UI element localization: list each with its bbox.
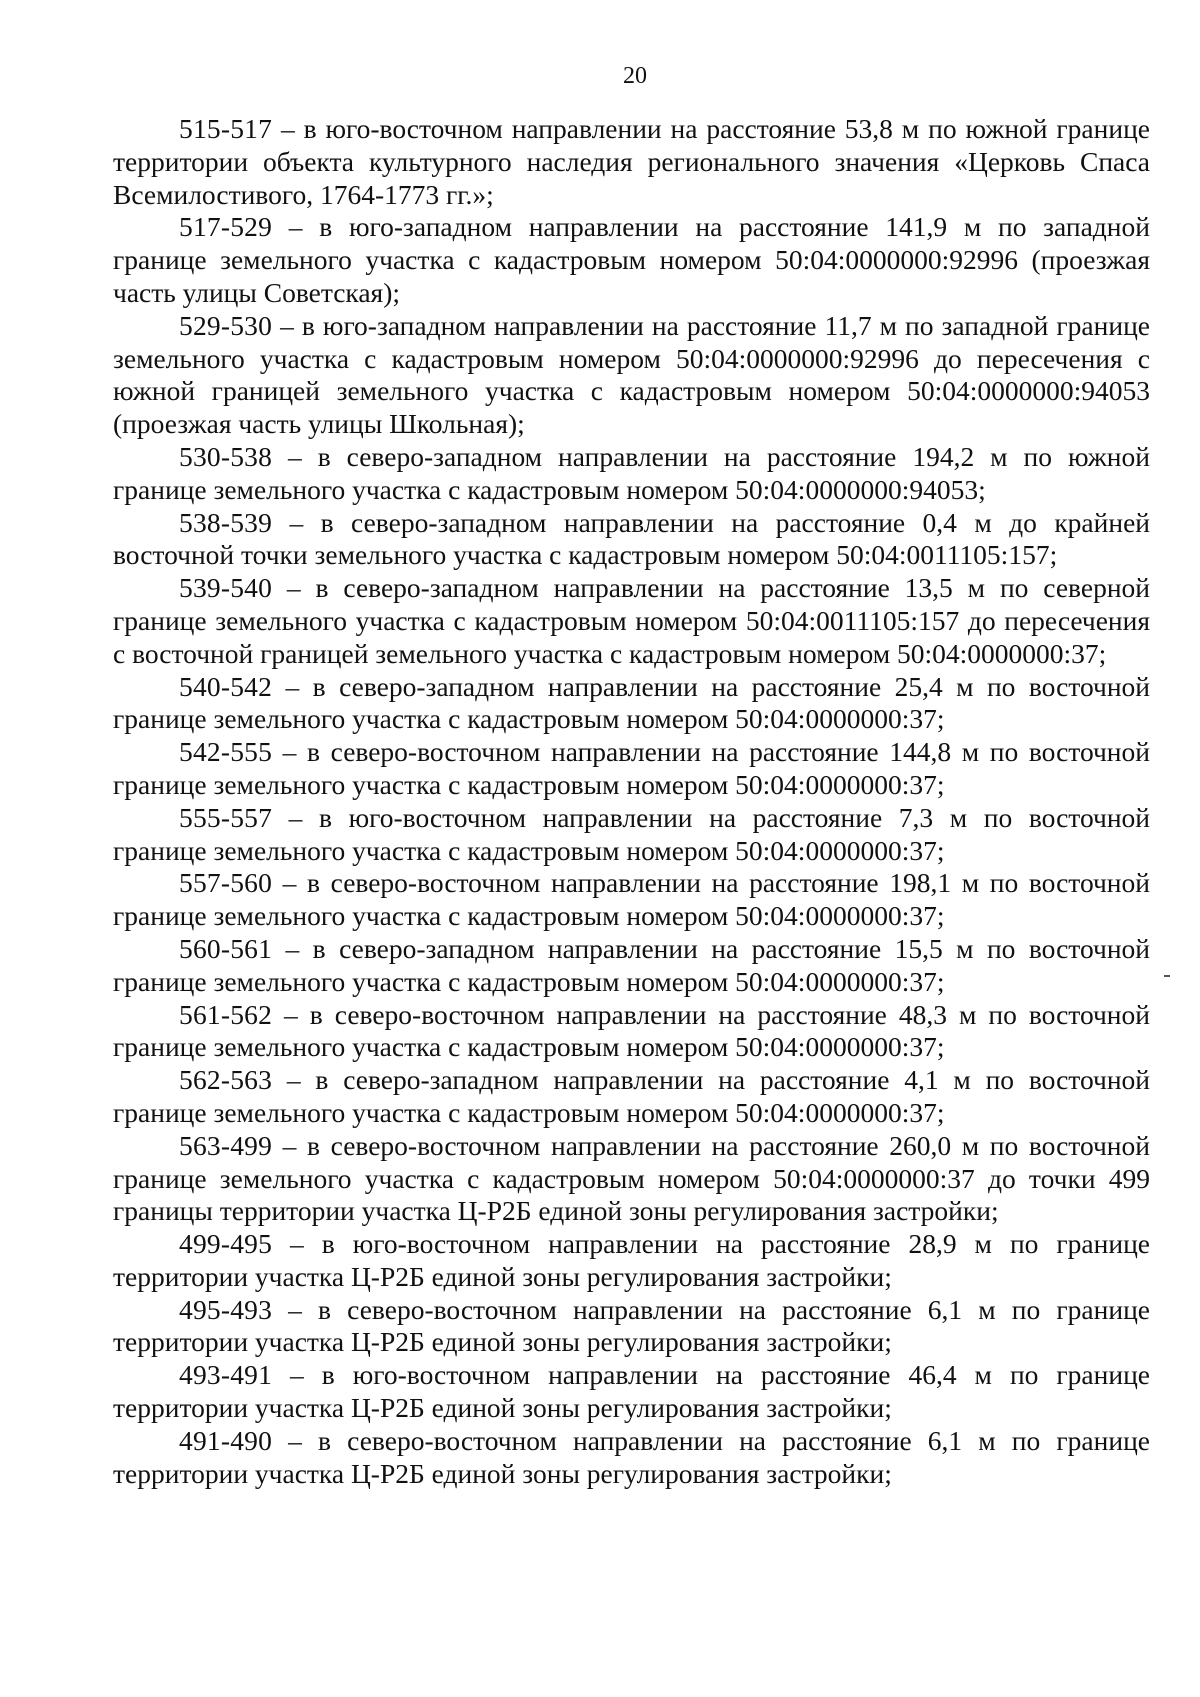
segment-text: – в северо-восточном направлении на расстояние 6,1 м по границе территории участка Ц-Р2Б единой зоны регулирования застройки; bbox=[113, 1293, 1150, 1358]
segment-label: 538-539 bbox=[179, 506, 273, 538]
segment-text: – в северо-западном направлении на расстояние 15,5 м по восточной границе земельного участка с кадастровым номером 50:04:0000000:37; bbox=[113, 932, 1150, 997]
segment-text: – в юго-восточном направлении на расстояние 53,8 м по южной границе территории объекта культурного наследия регионального значения «Церковь Спаса Всемилостивого, 1764-1773 гг.»; bbox=[113, 113, 1150, 210]
boundary-segment-paragraph bbox=[113, 671, 1150, 737]
boundary-segment-paragraph bbox=[113, 1359, 1150, 1425]
segment-label: 517-529 bbox=[179, 211, 273, 243]
segment-text: – в северо-западном направлении на расстояние 4,1 м по восточной границе земельного участка с кадастровым номером 50:04:0000000:37; bbox=[113, 1064, 1150, 1128]
segment-text: – в юго-восточном направлении на расстояние 46,4 м по границе территории участка Ц-Р2Б единой зоны регулирования застройки; bbox=[113, 1359, 1150, 1424]
segment-label: 529-530 bbox=[179, 309, 273, 341]
boundary-segment-paragraph bbox=[113, 507, 1150, 573]
boundary-segment-paragraph bbox=[113, 1425, 1150, 1491]
boundary-segment-paragraph bbox=[113, 441, 1150, 507]
segment-label: 530-538 bbox=[179, 440, 273, 472]
segment-label: 542-555 bbox=[179, 736, 273, 768]
boundary-segment-paragraph bbox=[113, 867, 1150, 933]
boundary-segment-paragraph bbox=[113, 736, 1150, 802]
segment-text: – в юго-восточном направлении на расстояние 7,3 м по восточной границе земельного участка с кадастровым номером 50:04:0000000:37; bbox=[113, 801, 1150, 866]
segment-label: 493-491 bbox=[179, 1359, 273, 1391]
segment-text: – в юго-западном направлении на расстояние 11,7 м по западной границе земельного участка с кадастровым номером 50:04:0000000:92996 до пересечения с южной границей земельного участка с кадастровым номером 50:04:0000000:94053 (проезжая часть улицы Школьная); bbox=[113, 309, 1150, 440]
boundary-segment-paragraph bbox=[113, 113, 1150, 211]
segment-text: – в северо-западном направлении на расстояние 0,4 м до крайней восточной точки земельного участка с кадастровым номером 50:04:0011105:157; bbox=[113, 506, 1150, 571]
boundary-segment-paragraph bbox=[113, 933, 1150, 999]
boundary-segment-paragraph bbox=[113, 1064, 1150, 1130]
segment-text: – в северо-восточном направлении на расстояние 6,1 м по границе территории участка Ц-Р2Б единой зоны регулирования застройки; bbox=[113, 1424, 1150, 1489]
boundary-segment-paragraph bbox=[113, 802, 1150, 868]
boundary-segment-paragraph bbox=[113, 1130, 1150, 1228]
segment-label: 562-563 bbox=[179, 1064, 273, 1096]
page-number: 20 bbox=[623, 63, 647, 89]
segment-label: 561-562 bbox=[179, 998, 273, 1030]
segment-label: 491-490 bbox=[179, 1424, 273, 1456]
segment-label: 499-495 bbox=[179, 1228, 273, 1260]
segment-text: – в юго-западном направлении на расстояние 141,9 м по западной границе земельного участка с кадастровым номером 50:04:0000000:92996 (проезжая часть улицы Советская); bbox=[113, 211, 1150, 308]
boundary-segment-paragraph bbox=[113, 1228, 1150, 1294]
segment-label: 557-560 bbox=[179, 867, 273, 899]
segment-text: – в северо-восточном направлении на расстояние 144,8 м по восточной границе земельного участка с кадастровым номером 50:04:0000000:37; bbox=[113, 736, 1150, 800]
boundary-description bbox=[113, 113, 1150, 1490]
scan-artifact bbox=[1164, 975, 1170, 977]
segment-label: 539-540 bbox=[179, 572, 273, 604]
boundary-segment-paragraph bbox=[113, 572, 1150, 670]
segment-text: – в северо-восточном направлении на расстояние 260,0 м по восточной границе земельного участка с кадастровым номером 50:04:0000000:37 до точки 499 границы территории участка Ц-Р2Б единой зоны регулирования застройки; bbox=[113, 1129, 1150, 1227]
segment-text: – в северо-западном направлении на расстояние 13,5 м по северной границе земельного участка с кадастровым номером 50:04:0011105:157 до пересечения с восточной границей земельного участка с кадастровым номером 50:04:0000000:37; bbox=[113, 572, 1150, 669]
segment-label: 555-557 bbox=[179, 801, 273, 833]
segment-text: – в северо-восточном направлении на расстояние 198,1 м по восточной границе земельного участка с кадастровым номером 50:04:0000000:37; bbox=[113, 867, 1150, 932]
boundary-segment-paragraph bbox=[113, 999, 1150, 1065]
segment-text: – в северо-восточном направлении на расстояние 48,3 м по восточной границе земельного участка с кадастровым номером 50:04:0000000:37; bbox=[113, 998, 1150, 1063]
segment-label: 560-561 bbox=[179, 932, 273, 964]
segment-label: 540-542 bbox=[179, 670, 273, 702]
segment-text: – в северо-западном направлении на расстояние 194,2 м по южной границе земельного участка с кадастровым номером 50:04:0000000:94053; bbox=[113, 440, 1150, 505]
boundary-segment-paragraph bbox=[113, 310, 1150, 441]
segment-label: 495-493 bbox=[179, 1293, 273, 1325]
segment-text: – в юго-восточном направлении на расстояние 28,9 м по границе территории участка Ц-Р2Б единой зоны регулирования застройки; bbox=[113, 1228, 1150, 1292]
segment-label: 515-517 bbox=[179, 113, 273, 144]
segment-label: 563-499 bbox=[179, 1129, 273, 1161]
boundary-segment-paragraph bbox=[113, 211, 1150, 309]
segment-text: – в северо-западном направлении на расстояние 25,4 м по восточной границе земельного участка с кадастровым номером 50:04:0000000:37; bbox=[113, 670, 1150, 735]
boundary-segment-paragraph bbox=[113, 1294, 1150, 1360]
